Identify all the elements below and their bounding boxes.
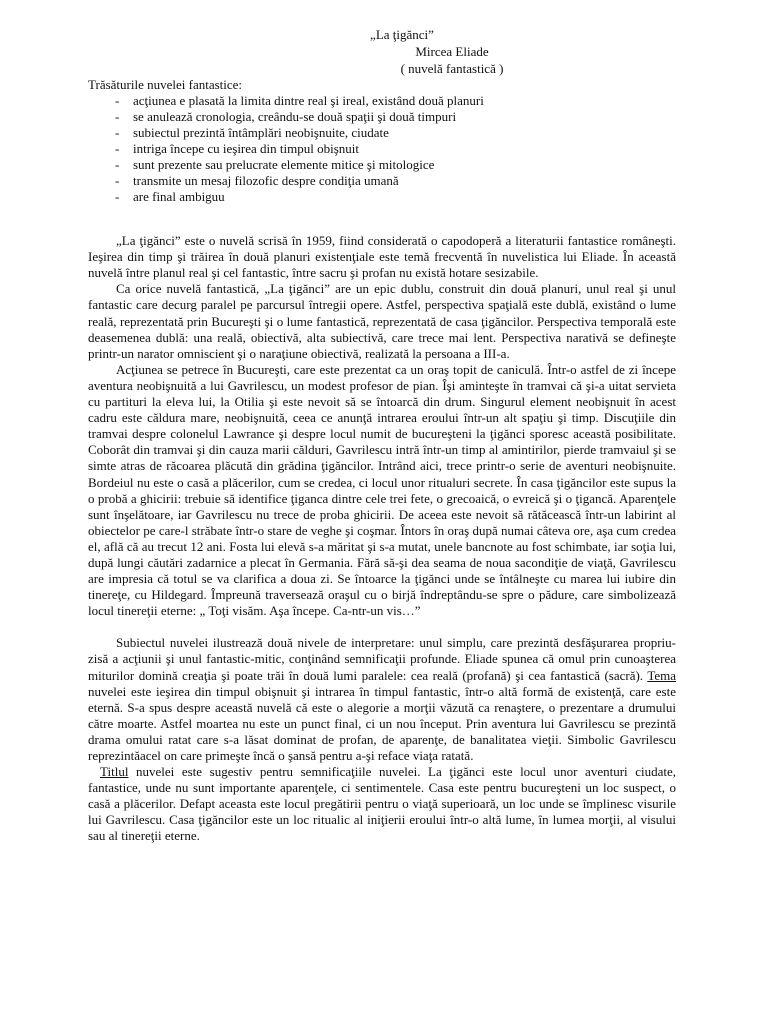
paragraph-intro: „La ţigănci” este o nuvelă scrisă în 1959, fiind considerată o capodoperă a literaturii fantastice româneşti. Ieşirea din timp şi trăirea în două planuri existenţiale este temă frecventă în nuvelistica lui Eliade. În această nuvelă între planul real şi cel fantastic, între sacru şi profan nu există hotare sesizabile. [88, 233, 676, 281]
list-item: - sunt prezente sau prelucrate elemente mitice şi mitologice [88, 157, 676, 173]
list-item: - are final ambiguu [88, 189, 676, 205]
paragraph-text: Subiectul nuvelei ilustrează două nivele de interpretare: unul simplu, care prezintă desfăşurarea propriu-zisă a acţiunii şi unul fantastic-mitic, conţinând semnificaţii profunde. Eliade spunea că omul prin cunoaşterea miturilor domină creaţia şi poate trăi în două lumi paralele: cea reală (profană) şi cea fantastică (sacră). [88, 635, 676, 683]
paragraph-title-meaning [88, 764, 676, 844]
paragraph-interpretation [88, 635, 676, 764]
document-title: „La ţigănci” [370, 27, 434, 42]
list-item: - se anulează cronologia, creându-se două spaţii şi două timpuri [88, 109, 676, 125]
paragraph-text: nuvelei este sugestiv pentru semnificaţiile nuvelei. La ţigănci este locul unor aventuri ciudate, fantastice, unde nu sunt importante aparenţele, ci sentimentele. Casa este pentru bucureşteni un loc suspect, o casă a plăcerilor. Defapt aceasta este locul pregătirii pentru o viaţă superioară, un loc unde se împlinesc visurile lui Gavrilescu. Casa ţigăncilor este un loc ritualic al iniţierii eroului într-o altă lume, în lumea morţii, al visului sau al tinereţii eterne. [88, 764, 676, 844]
list-item: - transmite un mesaj filozofic despre condiţia umană [88, 173, 676, 189]
list-item: - subiectul prezintă întâmplări neobişnuite, ciudate [88, 125, 676, 141]
document-genre: ( nuvelă fantastică ) [400, 61, 504, 76]
tema-label: Tema [647, 667, 676, 683]
traits-list [88, 93, 676, 205]
document-author: Mircea Eliade [415, 44, 489, 59]
list-item: - intriga începe cu ieşirea din timpul obişnuit [88, 141, 676, 157]
document-page [88, 26, 676, 845]
paragraph-text: nuvelei este ieşirea din timpul obişnuit şi intrarea în timpul fantastic, într-o altă formă de existenţă, care este eternă. S-a spus despre această nuvelă că este o alegorie a morţii văzută ca renaştere, o prezentare a drumului către moarte. Astfel moartea nu este un punct final, ci un nou început. Prin aventura lui Gavrilescu se prezintă drama omului ratat care s-a lăsat dominat de profan, de aparenţe, de banalitatea vieţii. Simbolic Gavrilescu reprezintăacel on care primeşte încă o şansă pentru a-şi reface viaţa ratată. [88, 683, 676, 763]
traits-heading: Trăsăturile nuvelei fantastice: [88, 77, 243, 92]
paragraph-action: Acţiunea se petrece în Bucureşti, care este prezentat ca un oraş topit de caniculă. Într-o astfel de zi începe aventura neobişnuită a lui Gavrilescu, un modest profesor de pian. Îşi aminteşte în tramvai că şi-a uitat servieta cu partituri la eleva lui, la Otilia şi este nevoit să se întoarcă din drum. Singurul element neobişnuit în acest cadru este căldura mare, neobişnuită, ceea ce anunţă intrarea eroului într-un alt spaţiu şi timp. Discuţiile din tramvai despre colonelul Lawrance şi despre locul numit de bucureşteni la ţigănci sporesc această posibilitate. Coborât din tramvai şi din cauza marii călduri, Gavrilescu intră într-un timp al amintirilor, pierde tramvaiul şi se simte atras de răcoarea plăcută din grădina ţigăncilor. Intrând aici, trece printr-o serie de aventuri neobişnuite. Bordeiul nu este o casă a plăcerilor, cum se credea, ci locul unor ritualuri secrete. În casa ţigăncilor este supus la o probă a ghicirii: trebuie să identifice ţiganca dintre cele trei fete, o grecoaică, o evreică şi o ţigancă. Aparenţele sunt înşelătoare, iar Gavrilescu nu trece de proba ghicirii. De aceea este nevoit să rătăcească într-un labirint al obiectelor pe care-l străbate într-o stare de veghe şi coşmar. Întors în oraş după numai câteva ore, aşa cum credea el, află că au trecut 12 ani. Fosta lui elevă s-a măritat şi s-a mutat, unele bancnote au fost schimbate, iar soţia lui, după lungi căutări zadarnice a plecat în Germania. Fără să-şi dea seama de noua sacondiţie de viaţă, Gavrilescu are impresia că totul se va clarifica a doua zi. Se întoarce la ţigănci unde se întâlneşte cu marea lui iubire din tinereţe, cu Hildegard. Împreună traversează oraşul cu o birjă îndreptându-se spre o pădure, care simbolizează locul tinereţii eterne: „ Toţi visăm. Aşa începe. Ca-ntr-un vis…” [88, 361, 676, 619]
paragraph-structure: Ca orice nuvelă fantastică, „La ţigănci” are un epic dublu, construit din două planuri, unul real şi unul fantastic care decurg paralel pe parcursul întregii opere. Astfel, perspectiva spaţială este dublă, existând o lume reală, reprezentată prin Bucureşti şi o lume fantastică, reprezentată de casa ţigăncilor. Perspectiva temporală este deasemenea dublă: una reală, obiectivă, alta subiectivă, care trece mai lent. Perspectiva narativă se defineşte printr-un narator omniscient şi o naraţiune obiectivă, realizată la persoana a III-a. [88, 281, 676, 361]
titlul-label: Titlul [100, 764, 129, 780]
list-item: - acţiunea e plasată la limita dintre real şi ireal, existând două planuri [88, 93, 676, 109]
